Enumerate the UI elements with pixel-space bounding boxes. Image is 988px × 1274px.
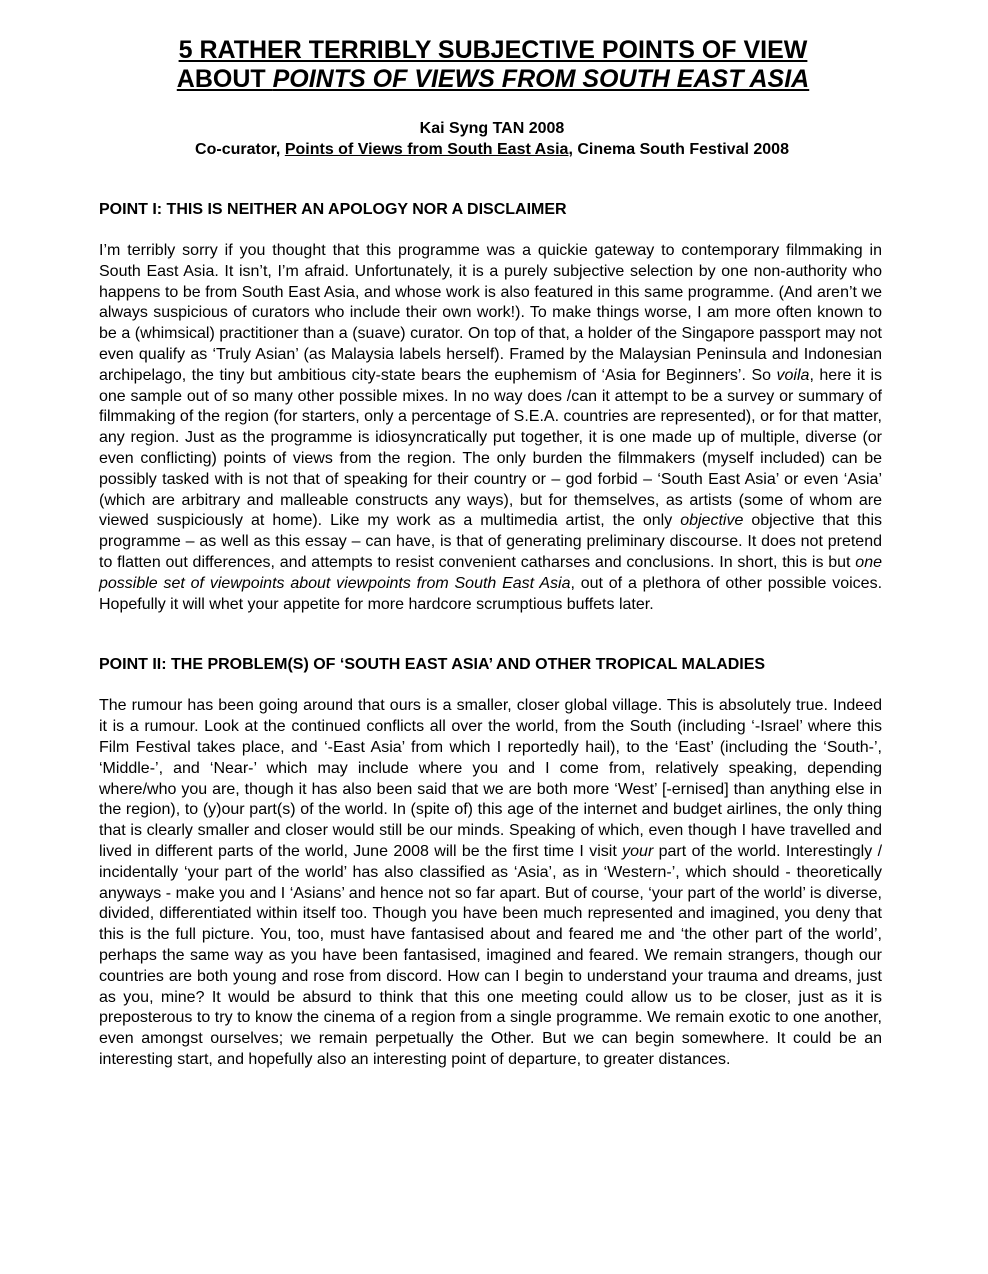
section-2-italic-a: your: [622, 842, 654, 860]
section-2-heading: POINT II: THE PROBLEM(S) OF ‘SOUTH EAST ASIA’ AND OTHER TROPICAL MALADIES: [99, 656, 766, 674]
section-1-italic-a: voila: [776, 366, 810, 384]
programme-name: Points of Views from South East Asia: [284, 141, 569, 158]
author-line: Kai Syng TAN 2008: [419, 120, 565, 137]
role-line: [102, 139, 882, 160]
role-suffix: , Cinema South Festival 2008: [568, 141, 789, 158]
title-line-2-prefix: ABOUT: [176, 65, 273, 93]
title-line-1: 5 RATHER TERRIBLY SUBJECTIVE POINTS OF VIEW: [178, 36, 808, 64]
section-1-heading: POINT I: THIS IS NEITHER AN APOLOGY NOR A DISCLAIMER: [99, 201, 567, 218]
section-1-text-b: , here it is one sample out of so many other possible mixes. In no way does /can it attempt to be a survey or summary of filmmaking of the region (for starters, only a percentage of S.E.A. countries are represented), or for that matter, any region. Just as the programme is idiosyncratically put together, it is one made up of multiple, diverse (or even conflicting) points of views from the region. The only burden the filmmakers (myself included) can be possibly tasked with is not that of speaking for their country or – god forbid – ‘South East Asia’ or even ‘Asia’ (which are arbitrary and malleable constructs any ways), but for themselves, as artists (some of whom are viewed suspiciously at home). Like my work as a multimedia artist, the only: [99, 366, 883, 530]
section-2-paragraph: [99, 696, 882, 1070]
section-2-text-b: part of the world. Interestingly / incidentally ‘your part of the world’ has also classified as ‘Asia’, as in ‘Western-’, which should - theoretically anyways - make you and I ‘Asians’ and hence not so far apart. But of course, ‘your part of the world’ is diverse, divided, differentiated within itself too. Though you have been much represented and imagined, you deny that this is the full picture. You, too, must have fantasised about and feared me and ‘the other part of the world’, perhaps the same way as you have been fantasised, imagined and feared. We remain strangers, though our countries are both young and rose from discord. How can I begin to understand your trauma and dreams, just as you, mine? It would be absurd to think that this one meeting could allow us to be closer, just as it is preposterous to try to know the cinema of a region from a single programme. We remain exotic to one another, even amongst ourselves; we remain perpetually the Other. But we can begin somewhere. It could be an interesting start, and hopefully also an interesting point of departure, to greater distances.: [99, 842, 883, 1068]
role-prefix: Co-curator,: [195, 141, 285, 158]
document-title: [99, 36, 882, 94]
section-1-italic-c: one possible set of viewpoints about viewpoints from South East Asia: [99, 553, 882, 592]
section-2-text-a: The rumour has been going around that ours is a smaller, closer global village. This is absolutely true. Indeed it is a rumour. Look at the continued conflicts all over the world, from the South (including ‘-Israel’ where this Film Festival takes place, and ‘-East Asia’ from which I reportedly hail), to the ‘East’ (including the ‘South-’, ‘Middle-’, and ‘Near-’ which may include where you and I come from, relatively speaking, depending where/who you are, though it has also been said that we are both more ‘West’ [-ernised] than anything else in the region), to (y)our part(s) of the world. In (spite of) this age of the internet and budget airlines, the only thing that is clearly smaller and closer would still be our minds. Speaking of which, even though I have travelled and lived in different parts of the world, June 2008 will be the first time I visit: [99, 697, 882, 860]
title-line-2-italic: POINTS OF VIEWS FROM SOUTH EAST ASIA: [272, 65, 810, 93]
section-1-text-a: I’m terribly sorry if you thought that this programme was a quickie gateway to contemporary filmmaking in South East Asia. It isn’t, I’m afraid. Unfortunately, it is a purely subjective selection by one non-authority who happens to be from South East Asia, and whose work is also featured in this same programme. (And aren’t we always suspicious of curators who include their own work!). To make things worse, I am more often known to be a (whimsical) practitioner than a (suave) curator. On top of that, a holder of the Singapore passport may not even qualify as ‘Truly Asian’ (as Malaysia labels herself). Framed by the Malaysian Peninsula and Indonesian archipelago, the tiny but ambitious city-state bears the euphemism of ‘Asia for Beginners’. So: [99, 242, 882, 384]
section-1-italic-b: objective: [680, 512, 744, 530]
title-line-2: [104, 65, 882, 94]
section-1-text-d: , out of a plethora of other possible voices. Hopefully it will whet your appetite for more hardcore scrumptious buffets later.: [99, 574, 883, 613]
byline: [99, 118, 882, 160]
section-1-paragraph: [99, 241, 882, 615]
section-1-text-c: objective that this programme – as well as this essay – can have, is that of generating preliminary discourse. It does not pretend to flatten out differences, and attempts to resist convenient catharses and conclusions. In short, this is but: [99, 512, 882, 571]
